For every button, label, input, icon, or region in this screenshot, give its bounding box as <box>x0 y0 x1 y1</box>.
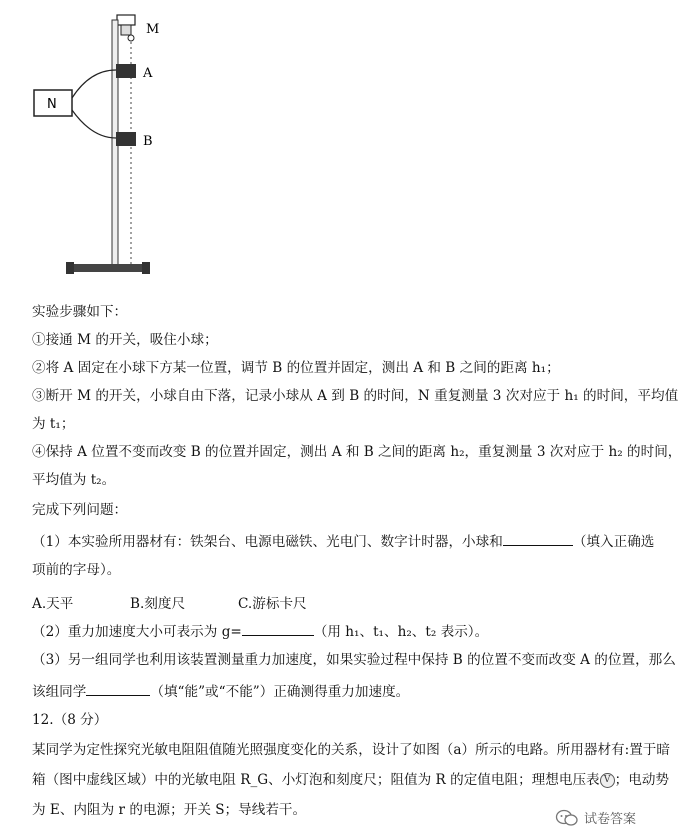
answer-blank-1[interactable] <box>503 530 573 546</box>
question-3-line2 <box>32 680 409 702</box>
watermark-text: 试卷答案 <box>583 812 636 827</box>
photogate-b <box>116 132 136 146</box>
question-3-line1: （3）另一组同学也利用该装置测量重力加速度，如果实验过程中保持 B 的位置不变而改变 A 的位置，那么 <box>32 652 676 668</box>
step-2: ②将 A 固定在小球下方某一位置，调节 B 的位置并固定，测出 A 和 B 之间的距离 h₁； <box>32 360 560 376</box>
question-2 <box>32 620 488 642</box>
question-12-line2 <box>32 770 669 790</box>
step-1: ①接通 M 的开关，吸住小球； <box>32 332 218 348</box>
apparatus-figure <box>0 0 200 290</box>
option-c: C.游标卡尺 <box>238 596 307 612</box>
base-foot-right <box>142 262 150 274</box>
question-1-line2: 项前的字母）。 <box>32 562 121 578</box>
label-b: B <box>143 134 153 149</box>
ball <box>128 35 134 41</box>
wire-to-a <box>72 70 116 98</box>
step-3-line2: 为 t₁； <box>32 416 75 432</box>
question-12-line1: 某同学为定性探究光敏电阻阻值随光照强度变化的关系，设计了如图（a）所示的电路。所用器材有:置于暗 <box>32 742 670 758</box>
label-a: A <box>143 66 153 81</box>
wechat-icon <box>556 809 578 827</box>
wire-to-b <box>72 110 116 138</box>
option-a: A.天平 <box>32 596 74 612</box>
questions-title: 完成下列问题： <box>32 502 128 518</box>
question-1-text-end: （填入正确选 <box>572 534 655 550</box>
question-12-text-end: ；电动势 <box>614 772 670 788</box>
question-3-text: 该组同学 <box>32 684 87 700</box>
question-2-text-end: （用 h₁、t₁、h₂、t₂ 表示）。 <box>313 624 489 640</box>
label-n: N <box>47 97 57 112</box>
question-1-line1 <box>32 530 654 552</box>
question-12-text: 箱（图中虚线区域）中的光敏电阻 R_G、小灯泡和刻度尺；阻值为 R 的定值电阻；理想电压表 <box>32 772 600 788</box>
question-1-text: （1）本实验所用器材有：铁架台、电源电磁铁、光电门、数字计时器，小球和 <box>32 534 503 550</box>
watermark <box>556 808 636 827</box>
option-b: B.刻度尺 <box>130 596 186 612</box>
answer-blank-2[interactable] <box>242 620 314 636</box>
electromagnet-m <box>121 25 131 35</box>
base-foot-left <box>66 262 74 274</box>
step-4-line2: 平均值为 t₂。 <box>32 472 116 488</box>
steps-title: 实验步骤如下： <box>32 304 128 320</box>
step-4-line1: ④保持 A 位置不变而改变 B 的位置并固定，测出 A 和 B 之间的距离 h₂，重复测量 3 次对应于 h₂ 的时间， <box>32 444 681 460</box>
question-2-text: （2）重力加速度大小可表示为 g= <box>32 624 242 640</box>
question-12-title: 12.（8 分） <box>32 712 108 728</box>
electromagnet-clamp <box>117 15 135 25</box>
step-3-line1: ③断开 M 的开关，小球自由下落，记录小球从 A 到 B 的时间，N 重复测量 3 次对应于 h₁ 的时间，平均值 <box>32 388 679 404</box>
answer-blank-3[interactable] <box>86 680 150 696</box>
question-3-text-end: （填“能”或“不能”）正确测得重力加速度。 <box>150 684 410 700</box>
voltmeter-icon: V <box>600 773 615 788</box>
label-m: M <box>146 22 160 37</box>
question-12-line3: 为 E、内阻为 r 的电源；开关 S；导线若干。 <box>32 802 307 818</box>
stand-base <box>68 264 148 272</box>
photogate-a <box>116 64 136 78</box>
